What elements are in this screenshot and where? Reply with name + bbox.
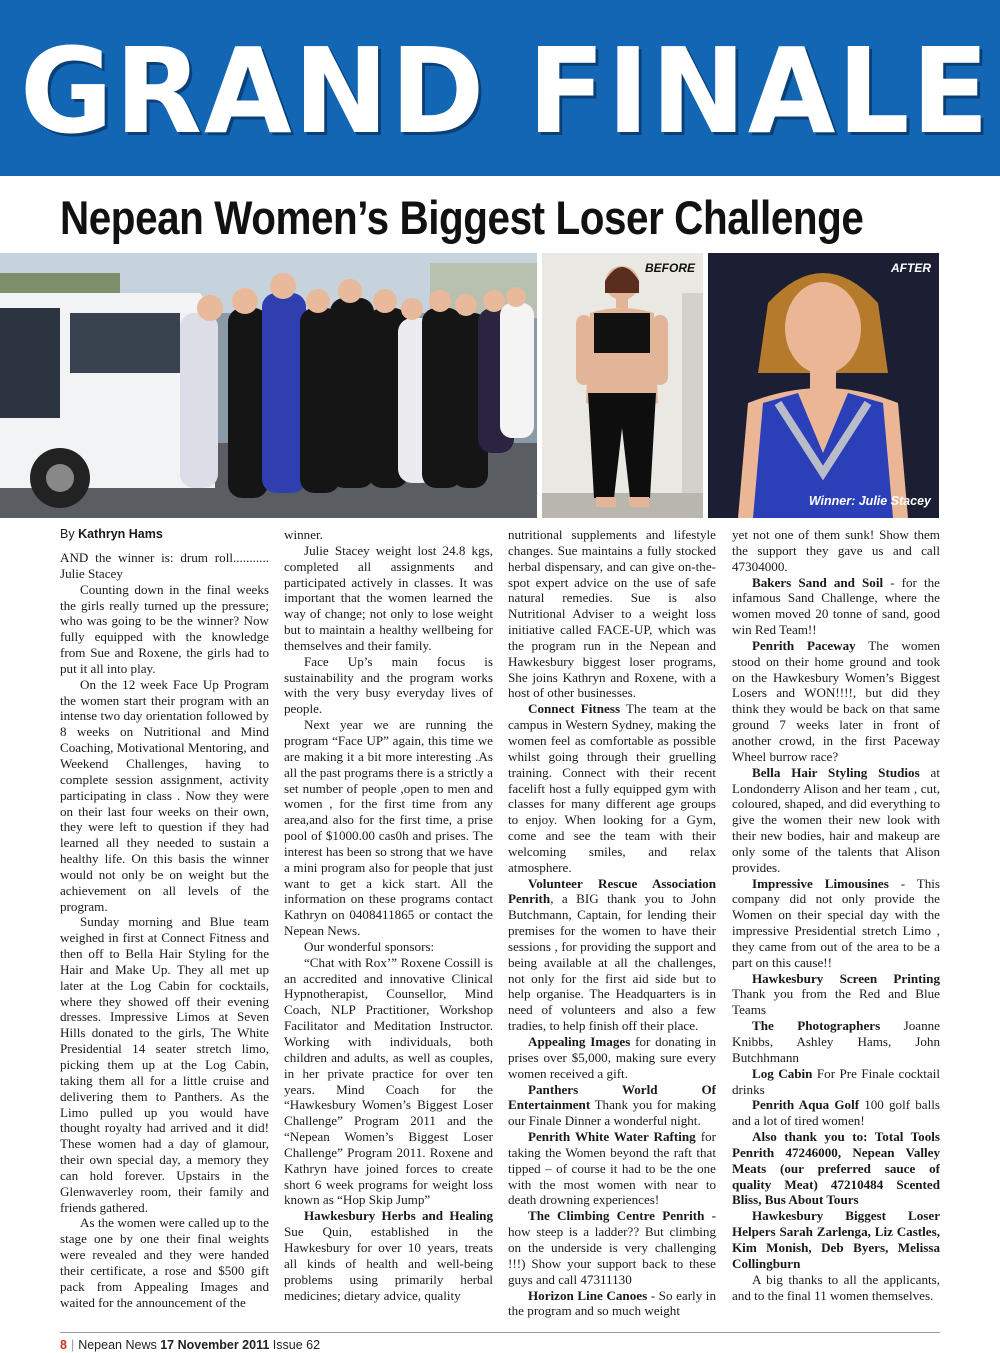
sponsor-paragraph: Penrith White Water Rafting for taking the Women beyond the raft that tipped – of course it had to be the one with the most women with near to death drowning experiences! (508, 1129, 716, 1208)
sponsor-paragraph: Panthers World Of Entertainment Thank you for making our Finale Dinner a wonderful night. (508, 1081, 716, 1129)
article-paragraph: Counting down in the final weeks the girls really turned up the pressure; who was going to be the winner? Now fully equipped with the knowledge from Sue and Roxene, the girls had to put it all into play. (60, 581, 269, 676)
article-paragraph: A big thanks to all the applicants, and to the final 11 women themselves. (732, 1271, 940, 1303)
article-paragraph: nutritional supplements and lifestyle changes. Sue maintains a fully stocked herbal dispensary, and can give on-the-spot expert advice on the use of safe natural remedies. Sue is also Nutritional Adviser to a weight loss initiative called FACE-UP, which was the program run in the Nepean and Hawkesbury biggest loser programs, She joins Kathryn and Roxene, with a host of other businesses. (508, 527, 716, 701)
paper-name: Nepean News (78, 1338, 157, 1352)
article-paragraph: AND the winner is: drum roll........... Julie Stacey (60, 550, 269, 581)
article-paragraph: winner. (284, 527, 323, 542)
article-paragraph: Our wonderful sponsors: (304, 938, 435, 954)
byline: By Kathryn Hams (60, 527, 163, 541)
after-photo (708, 253, 939, 518)
article-column-3 (508, 527, 716, 1323)
article-column-4 (732, 527, 940, 1323)
page-footer: 8 | Nepean News 17 November 2011 Issue 62 (60, 1338, 321, 1352)
sponsor-paragraph: Log Cabin For Pre Finale cocktail drinks (732, 1065, 940, 1097)
issue-date: 17 November 2011 (160, 1338, 270, 1352)
article-paragraph: yet not one of them sunk! Show them the support they gave us and call 47304000. (732, 527, 940, 574)
masthead-banner (0, 0, 1000, 176)
sponsor-paragraph: Connect Fitness The team at the campus in Western Sydney, making the women feel as comfortable as possible whilst going through their gruelling training. Connect with their recent facelift host a fully equipped gym with classes for many different age groups to enjoy. When looking for a Gym, come and see the team with their welcoming smiles, and relax atmosphere. (508, 701, 716, 875)
sponsor-paragraph: Impressive Limousines - This company did not only provide the Women on their special day with the impressive Presidential stretch Limo , they came from out of the area to be a part on this cause!! (732, 875, 940, 970)
before-photo-illustration (542, 253, 703, 518)
article-paragraph: On the 12 week Face Up Program the women start their program with an intense two day orientation followed by 8 weeks on Nutritional and Mind Coaching, Motivational Mentoring, and Weekend Challenges, having to complete session assignment, activity participating in class . Now they were on their last four weeks on their own, they were left to question if they had learned all they needed to sustain a healthy life. On this basis the winner would not only be on weight but the achievement on all levels of the program. (60, 676, 269, 914)
page-number: 8 (60, 1338, 67, 1352)
article-column-2 (284, 527, 493, 1323)
article-paragraph: Next year we are running the program “Face UP” again, this time we are making it a bit more interesting .As all the past programs there is a strictly a set number of people ,open to men and women , for the first time from any area,and also for the first time, a prise pool of $1000.00 cas0h and prises. The interest has been so strong that we have a mini program also for people that just want to get a kick start. All the information on these programs contact Kathryn on 0408411865 or contact the Nepean News. (284, 717, 493, 939)
sponsor-paragraph: Appealing Images for donating in prises over $5,000, making sure every women received a gift. (508, 1034, 716, 1081)
winner-caption: Winner: Julie Stacey (808, 494, 931, 508)
sponsor-paragraph: Volunteer Rescue Association Penrith, a BIG thank you to John Butchmann, Captain, for lending their premises for the women to have their sessions , for providing the support and being available at all the challenges, not only for the first aid side but to help organise. The Headquarters is in need of volunteers and also a few tradies, to help finish off their place. (508, 875, 716, 1034)
banner-title: GRAND FINALE (20, 22, 991, 160)
group-photo-illustration (0, 253, 537, 518)
sponsor-paragraph: Bella Hair Styling Studios at Londonderry Alison and her team , cut, coloured, shaped, and did everything to give the women their new look with their new bodies, hair and makeup are only some of the talents that Alison provides. (732, 764, 940, 875)
sponsor-paragraph: The Climbing Centre Penrith - how steep is a ladder?? But climbing on the underside is very challenging !!!) Show your support back to these guys and call 47311130 (508, 1208, 716, 1287)
sponsor-paragraph: Hawkesbury Biggest Loser Helpers Sarah Zarlenga, Liz Castles, Kim Monish, Deb Byers, Melissa Collingburn (732, 1208, 940, 1271)
article-paragraph: “Chat with Rox’” Roxene Cossill is an accredited and innovative Clinical Hypnotherapist, Counsellor, Mind Coach, NLP Practitioner, Workshop Facilitator and Meditation Instructor. Working with individuals, both children and adults, as well as couples, in her private practice for over ten years. Mind Coach for the “Hawkesbury Women’s Biggest Loser Challenge” Program 2011 and the “Nepean Women’s Biggest Loser Challenge” Program 2011. Roxene and Kathryn have joined forces to create short 6 week programs for weight loss known as “Hop Skip Jump” (284, 954, 493, 1208)
article-column-1 (60, 527, 269, 1323)
sponsor-paragraph: Bakers Sand and Soil - for the infamous Sand Challenge, where the women moved 20 tonne of sand, good win Red Team!! (732, 574, 940, 638)
sponsor-paragraph: Horizon Line Canoes - So early in the program and so much weight (508, 1287, 716, 1319)
footer-rule (60, 1332, 940, 1333)
sponsor-paragraph: Hawkesbury Screen Printing Thank you from the Red and Blue Teams (732, 970, 940, 1018)
after-photo-illustration (708, 253, 939, 518)
article-paragraph: As the women were called up to the stage one by one their final weights were revealed and they were handed their certificate, a rose and $500 gift pack from Appealing Images and waited for the announcement of the (60, 1215, 269, 1310)
sponsor-paragraph: Penrith Paceway The women stood on their home ground and took on the Hawkesbury Women’s Biggest Losers and WON!!!!, but did they think they would be back on that same ground 7 weeks later in front of another crowd, in the first Paceway Wheel burrow race? (732, 637, 940, 764)
article-paragraph: Julie Stacey weight lost 24.8 kgs, completed all assignments and participated actively in classes. It was important that the women learned the way of change; not only to lose weight but to maintain a healthy wellbeing for themselves and their family. (284, 542, 493, 653)
after-label: AFTER (891, 261, 931, 275)
sponsor-paragraph: Also thank you to: Total Tools Penrith 47246000, Nepean Valley Meats (our preferred sauce of quality Meat) 47210484 Scented Bliss, Bus About Tours (732, 1129, 940, 1208)
byline-author: Kathryn Hams (78, 527, 163, 541)
issue-number: Issue 62 (272, 1338, 321, 1352)
before-label: BEFORE (644, 261, 695, 275)
sponsor-paragraph: The Photographers Joanne Knibbs, Ashley Hams, John Butchhmann (732, 1018, 940, 1065)
article-paragraph: Sunday morning and Blue team weighed in first at Connect Fitness and then off to Bella Hair Styling for the Hair and Make Up. They all met up later at the Log Cabin for cocktails, where they showed off their evening dresses. Impressive Limos at Seven Hills donated to the girls, The White Presidential 14 seater stretch limo, picking them up at the Log Cabin, taking them all for a little cruise and delivering them to Panthers. As the Limo pulled up you would have thought royalty had arrived and it did! These women had a day of glamour, their own special day, a memory they can hold forever. Upstairs in the Glenwaverley room, their family and friends gathered. (60, 914, 269, 1215)
group-photo (0, 253, 537, 518)
sponsor-paragraph: Hawkesbury Herbs and Healing Sue Quin, established in the Hawkesbury for over 10 years, treats all kinds of health and well-being problems using primarily herbal medicines; dietary advice, quality (284, 1208, 493, 1303)
article-paragraph: Face Up’s main focus is sustainability and the program works with the very busy everyday lives of people. (284, 653, 493, 717)
sponsor-paragraph: Penrith Aqua Golf 100 golf balls and a lot of tired women! (732, 1097, 940, 1129)
before-photo (542, 253, 703, 518)
article-headline: Nepean Women’s Biggest Loser Challenge (60, 191, 864, 244)
